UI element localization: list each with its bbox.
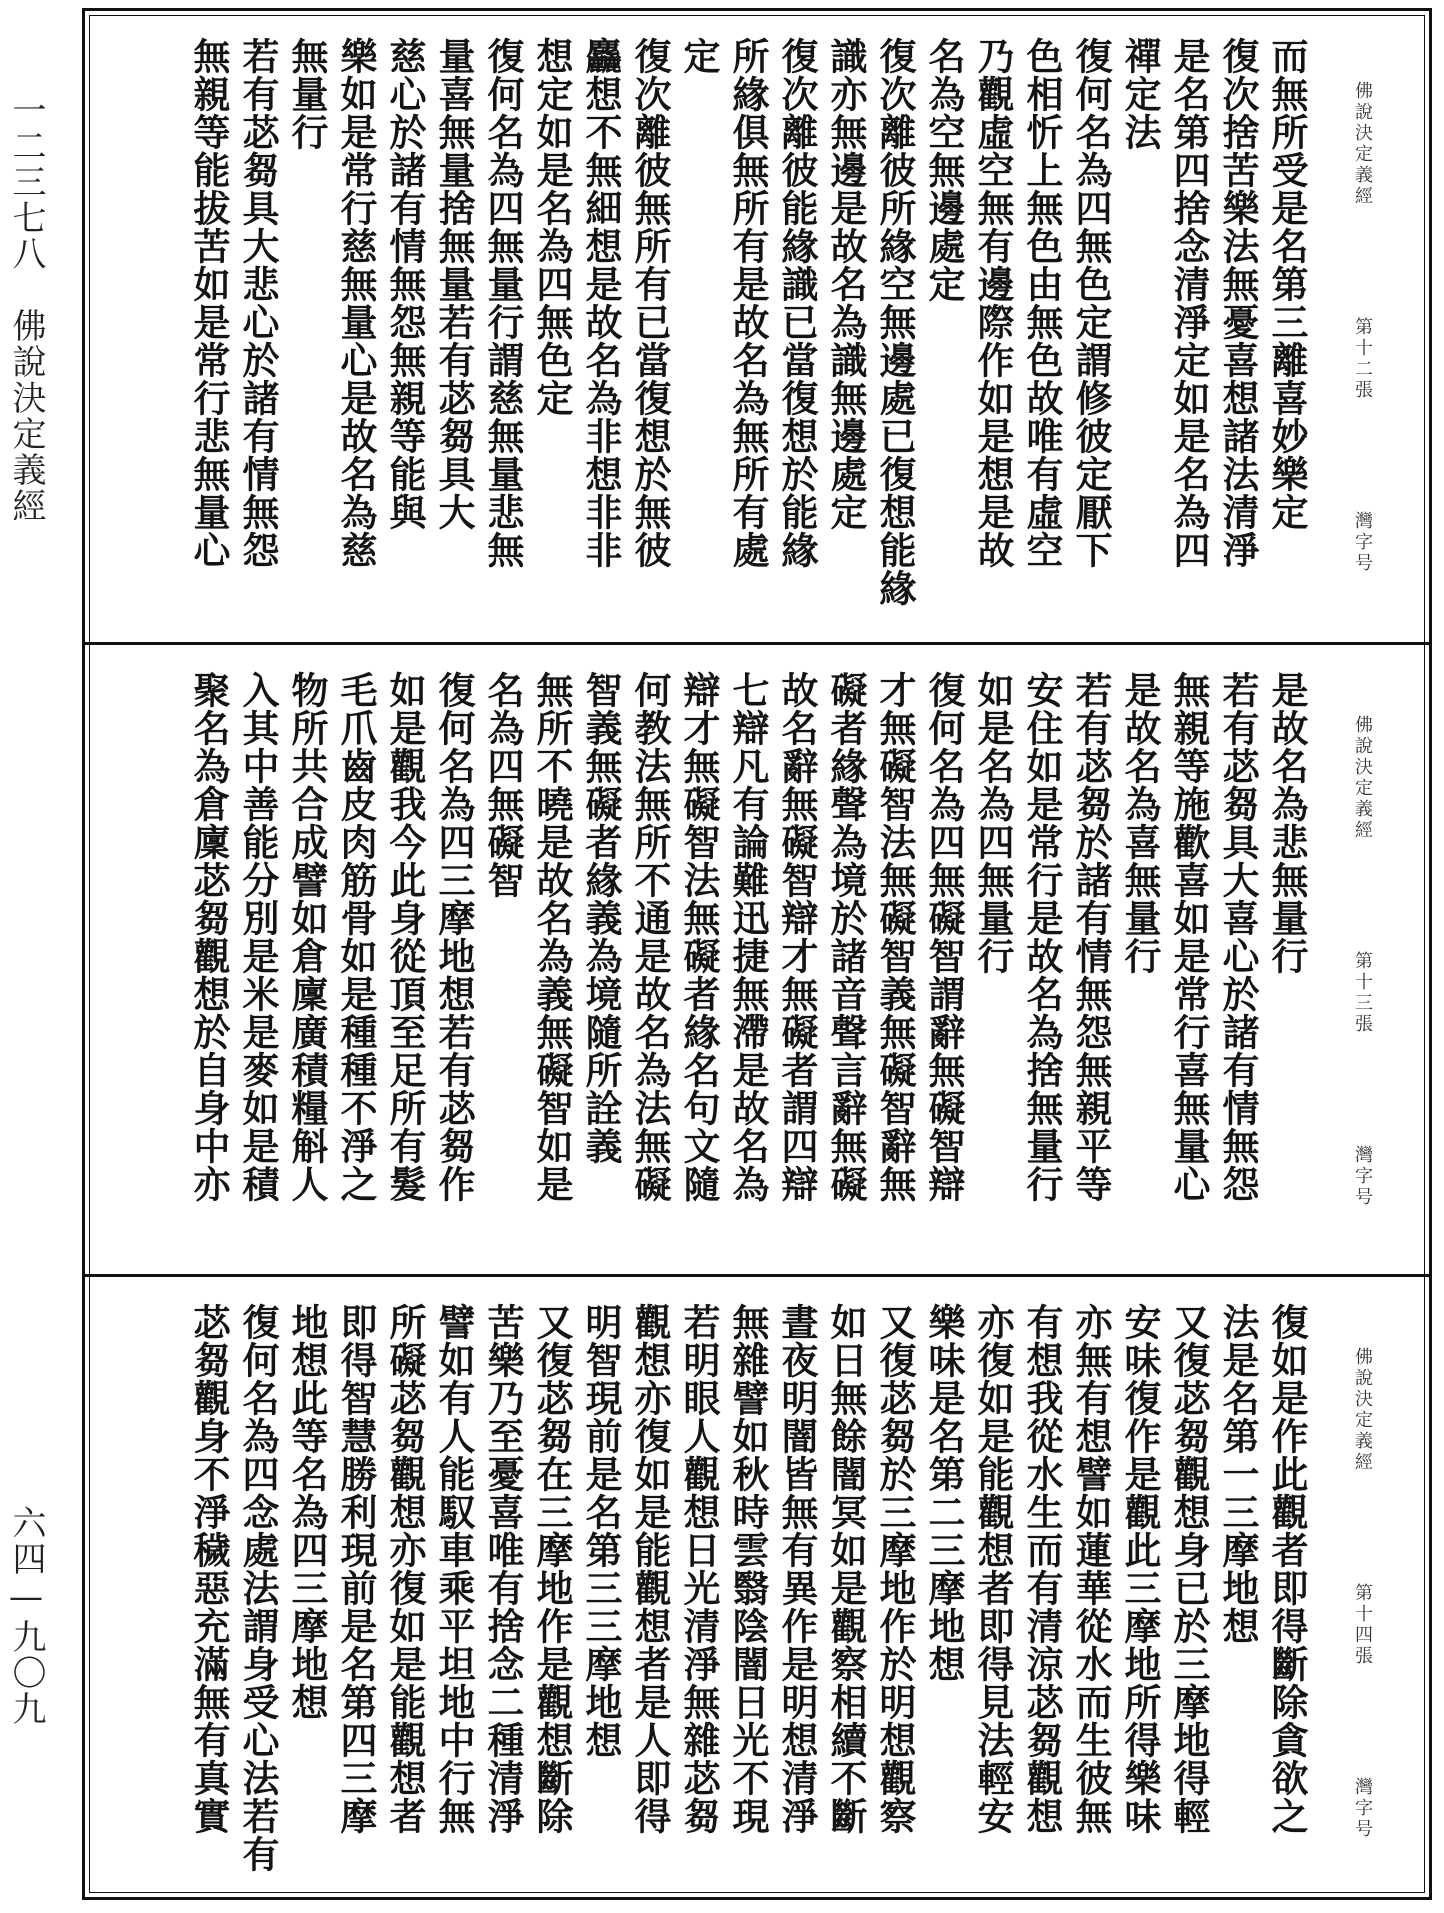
text-column: 禪定法 <box>1118 37 1162 151</box>
text-column: 樂如是常行慈無量心是故名為慈 <box>334 37 378 569</box>
text-column: 若有苾芻具大悲心於諸有情無怨 <box>236 37 280 569</box>
text-column: 晝夜明闇皆無有異作是明想清淨 <box>775 1303 819 1835</box>
text-column: 復何名為四無礙智謂辭無礙智辯 <box>922 671 966 1203</box>
text-column: 如是名為四無量行 <box>971 671 1015 975</box>
text-column: 故名辭無礙智辯才無礙者謂四辯 <box>775 671 819 1203</box>
text-column: 七辯凡有論難迅捷無滯是故名為 <box>726 671 770 1203</box>
text-column: 復如是作此觀者即得斷除貪欲之 <box>1265 1303 1309 1835</box>
text-panel-1 <box>85 11 1429 642</box>
text-column: 復次捨苦樂法無憂喜想諸法清淨 <box>1216 37 1260 569</box>
panel-1-sidenote <box>1343 81 1377 601</box>
text-column: 亦復如是能觀想者即得見法輕安 <box>971 1303 1015 1835</box>
sidenote-sheet-number: 第十三張 <box>1352 951 1373 1035</box>
text-column: 若明眼人觀想日光清淨無雜苾芻 <box>677 1303 721 1835</box>
text-column: 樂味是名第二三摩地想 <box>922 1303 966 1683</box>
text-column: 復次離彼能緣識已當復想於能緣 <box>775 37 819 569</box>
text-column: 無雜譬如秋時雲翳陰闇日光不現 <box>726 1303 770 1835</box>
text-column: 復何名為四無量行謂慈無量悲無 <box>481 37 525 569</box>
text-column: 是故名為悲無量行 <box>1265 671 1309 975</box>
panel-2-sidenote <box>1343 715 1377 1235</box>
text-column: 復何名為四三摩地想若有苾芻作 <box>432 671 476 1203</box>
sidenote-serial: 灣字号 <box>1352 511 1373 574</box>
text-panel-3 <box>85 1274 1429 1897</box>
text-column: 何教法無所不通是故名為法無礙 <box>628 671 672 1203</box>
sidenote-sutra-title: 佛說決定義經 <box>1352 715 1373 841</box>
text-column: 復次離彼所緣空無邊處已復想能緣 <box>873 37 917 607</box>
page-number-caption: 六四—九〇九 <box>6 1505 46 1727</box>
text-column: 所緣俱無所有是故名為無所有處 <box>726 37 770 569</box>
text-column: 才無礙智法無礙智義無礙智辭無 <box>873 671 917 1203</box>
panel-3-sidenote <box>1343 1347 1377 1867</box>
text-column: 如是觀我今此身從頂至足所有髮 <box>383 671 427 1203</box>
page-frame <box>82 8 1432 1900</box>
text-column: 乃觀虛空無有邊際作如是想是故 <box>971 37 1015 569</box>
text-column: 法是名第一三摩地想 <box>1216 1303 1260 1645</box>
text-column: 毛爪齒皮肉筋骨如是種種不淨之 <box>334 671 378 1203</box>
text-column: 無量行 <box>285 37 329 151</box>
text-column: 入其中善能分別是米是麥如是積 <box>236 671 280 1203</box>
text-column: 復何名為四無色定謂修彼定厭下 <box>1069 37 1113 569</box>
text-column: 識亦無邊是故名為識無邊處定 <box>824 37 868 531</box>
text-column: 無親等施歡喜如是常行喜無量心 <box>1167 671 1211 1203</box>
text-column: 是故名為喜無量行 <box>1118 671 1162 975</box>
text-column: 量喜無量捨無量若有苾芻具大 <box>432 37 476 531</box>
text-column: 明智現前是名第三三摩地想 <box>579 1303 623 1759</box>
panel-3-text <box>125 1303 1309 1885</box>
text-column: 無所不曉是故名為義無礙智如是 <box>530 671 574 1203</box>
text-column: 若有苾芻於諸有情無怨無親平等 <box>1069 671 1113 1203</box>
text-column: 安住如是常行是故名為捨無量行 <box>1020 671 1064 1203</box>
text-column: 慈心於諸有情無怨無親等能與 <box>383 37 427 531</box>
text-column: 觀想亦復如是能觀想者是人即得 <box>628 1303 672 1835</box>
text-column: 地想此等名為四三摩地想 <box>285 1303 329 1721</box>
text-column: 即得智慧勝利現前是名第四三摩 <box>334 1303 378 1835</box>
text-column: 安味復作是觀此三摩地所得樂味 <box>1118 1303 1162 1835</box>
sidenote-serial: 灣字号 <box>1352 1777 1373 1840</box>
text-column: 名為四無礙智 <box>481 671 525 899</box>
text-column: 色相忻上無色由無色故唯有虛空 <box>1020 37 1064 569</box>
text-column: 無親等能拔苦如是常行悲無量心 <box>187 37 231 569</box>
text-column: 又復苾芻在三摩地作是觀想斷除 <box>530 1303 574 1835</box>
text-column: 所礙苾芻觀想亦復如是能觀想者 <box>383 1303 427 1835</box>
text-column: 若有苾芻具大喜心於諸有情無怨 <box>1216 671 1260 1203</box>
text-column: 麤想不無細想是故名為非想非非 <box>579 37 623 569</box>
panel-1-text <box>125 37 1309 630</box>
text-column: 聚名為倉廩苾芻觀想於自身中亦 <box>187 671 231 1203</box>
text-column: 礙者緣聲為境於諸音聲言辭無礙 <box>824 671 868 1203</box>
sidenote-sutra-title: 佛說決定義經 <box>1352 1347 1373 1473</box>
text-column: 復何名為四念處法謂身受心法若有 <box>236 1303 280 1873</box>
text-column: 復次離彼無所有已當復想於無彼 <box>628 37 672 569</box>
panel-2-text <box>125 671 1309 1262</box>
text-column: 如日無餘闇冥如是觀察相續不斷 <box>824 1303 868 1835</box>
sidenote-sheet-number: 第十二張 <box>1352 317 1373 401</box>
text-column: 有想我從水生而有清涼苾芻觀想 <box>1020 1303 1064 1835</box>
text-column: 物所共合成譬如倉廩廣積糧斛人 <box>285 671 329 1203</box>
text-column: 想定如是名為四無色定 <box>530 37 574 417</box>
text-column: 智義無礙者緣義為境隨所詮義 <box>579 671 623 1165</box>
volume-title-caption: 一二三七八 佛說決定義經 <box>6 92 46 524</box>
text-column: 苦樂乃至憂喜唯有捨念二種清淨 <box>481 1303 525 1835</box>
text-column: 而無所受是名第三離喜妙樂定 <box>1265 37 1309 531</box>
text-column: 亦無有想譬如蓮華從水而生彼無 <box>1069 1303 1113 1835</box>
text-column: 譬如有人能馭車乘平坦地中行無 <box>432 1303 476 1835</box>
text-column: 苾芻觀身不淨穢惡充滿無有真實 <box>187 1303 231 1835</box>
text-column: 定 <box>677 37 721 75</box>
text-column: 是名第四捨念清淨定如是名為四 <box>1167 37 1211 569</box>
text-panel-2 <box>85 642 1429 1274</box>
text-column: 又復苾芻觀想身已於三摩地得輕 <box>1167 1303 1211 1835</box>
sidenote-sheet-number: 第十四張 <box>1352 1583 1373 1667</box>
sidenote-serial: 灣字号 <box>1352 1145 1373 1208</box>
text-column: 辯才無礙智法無礙者緣名句文隨 <box>677 671 721 1203</box>
text-column: 又復苾芻於三摩地作於明想觀察 <box>873 1303 917 1835</box>
sidenote-sutra-title: 佛說決定義經 <box>1352 81 1373 207</box>
text-column: 名為空無邊處定 <box>922 37 966 303</box>
